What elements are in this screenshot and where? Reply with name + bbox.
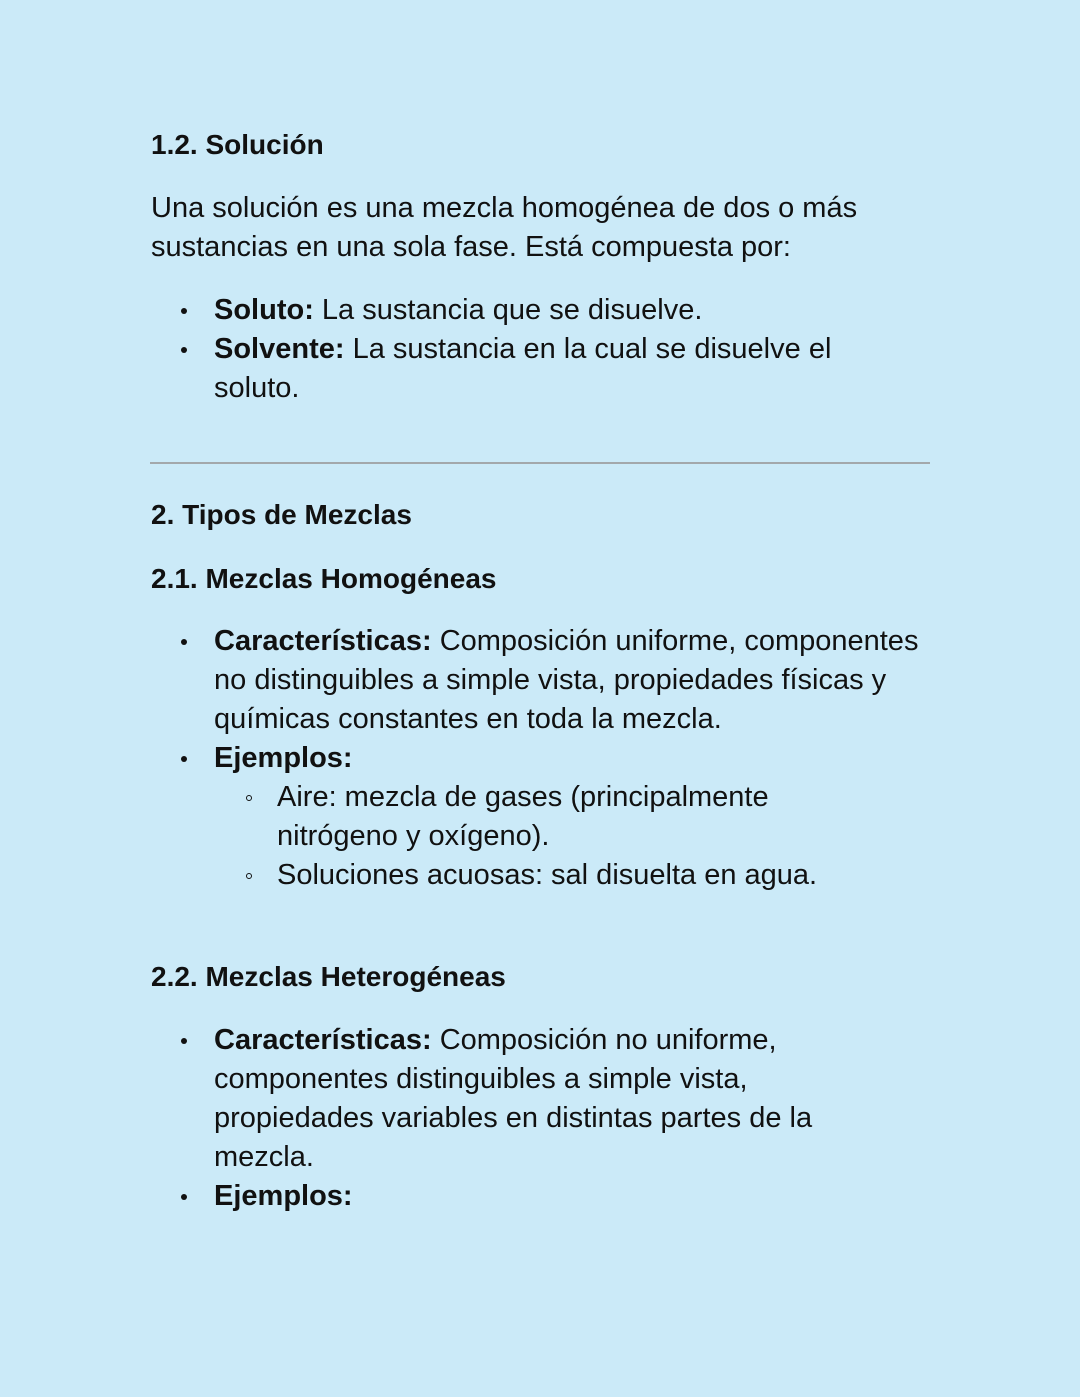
list-item-caracteristicas-homogeneas (151, 622, 920, 739)
bullet-icon (181, 1194, 187, 1200)
characteristics-text: Composición no uniforme, componentes distinguibles a simple vista, propiedades variables en distintas partes de la mezcla. (214, 1024, 813, 1173)
term-caracteristicas: Características: (214, 1024, 432, 1056)
section-tipos-de-mezclas (151, 498, 930, 532)
bullet-icon (181, 756, 187, 762)
term-ejemplos: Ejemplos: (214, 742, 353, 774)
term-ejemplos: Ejemplos: (214, 1180, 353, 1212)
bullet-icon (181, 1038, 187, 1044)
section-heading-tipos-de-mezclas: 2. Tipos de Mezclas (151, 499, 412, 530)
list-item-caracteristicas-heterogeneas (151, 1021, 880, 1177)
bullet-icon (181, 639, 187, 645)
section-heading-mezclas-homogeneas: 2.1. Mezclas Homogéneas (151, 563, 497, 594)
list-item-ejemplos-homogeneas (151, 739, 920, 895)
example-item-aire (214, 778, 920, 856)
characteristics-text: Composición uniforme, componentes no distinguibles a simple vista, propiedades físicas y químicas constantes en toda la mezcla. (214, 625, 919, 735)
section-solucion (151, 128, 930, 162)
example-item-soluciones-acuosas (214, 856, 920, 895)
section-mezclas-homogeneas (151, 562, 930, 596)
example-text: Soluciones acuosas: sal disuelta en agua. (277, 859, 818, 891)
examples-sublist (151, 778, 920, 895)
sub-bullet-icon (246, 795, 252, 801)
term-caracteristicas: Características: (214, 625, 432, 657)
list-item-ejemplos-heterogeneas (151, 1177, 880, 1216)
section-heading-solucion: 1.2. Solución (151, 129, 324, 160)
sub-bullet-icon (246, 873, 252, 879)
list-item-soluto (151, 291, 880, 330)
solucion-paragraph-block (151, 189, 900, 267)
heterogeneas-list (151, 1021, 880, 1216)
bullet-icon (181, 347, 187, 353)
section-mezclas-heterogeneas (151, 960, 930, 994)
solucion-components-list (151, 291, 880, 408)
bullet-icon (181, 308, 187, 314)
list-item-solvente (151, 330, 880, 408)
homogeneas-list (151, 622, 920, 895)
section-divider (150, 462, 930, 464)
term-soluto: Soluto: (214, 294, 314, 326)
solucion-paragraph: Una solución es una mezcla homogénea de dos o más sustancias en una sola fase. Está compuesta por: (151, 192, 858, 263)
definition-solvente: La sustancia en la cual se disuelve el soluto. (214, 333, 832, 404)
example-text: Aire: mezcla de gases (principalmente nitrógeno y oxígeno). (277, 781, 769, 852)
term-solvente: Solvente: (214, 333, 345, 365)
section-heading-mezclas-heterogeneas: 2.2. Mezclas Heterogéneas (151, 961, 506, 992)
definition-soluto: La sustancia que se disuelve. (313, 294, 703, 326)
